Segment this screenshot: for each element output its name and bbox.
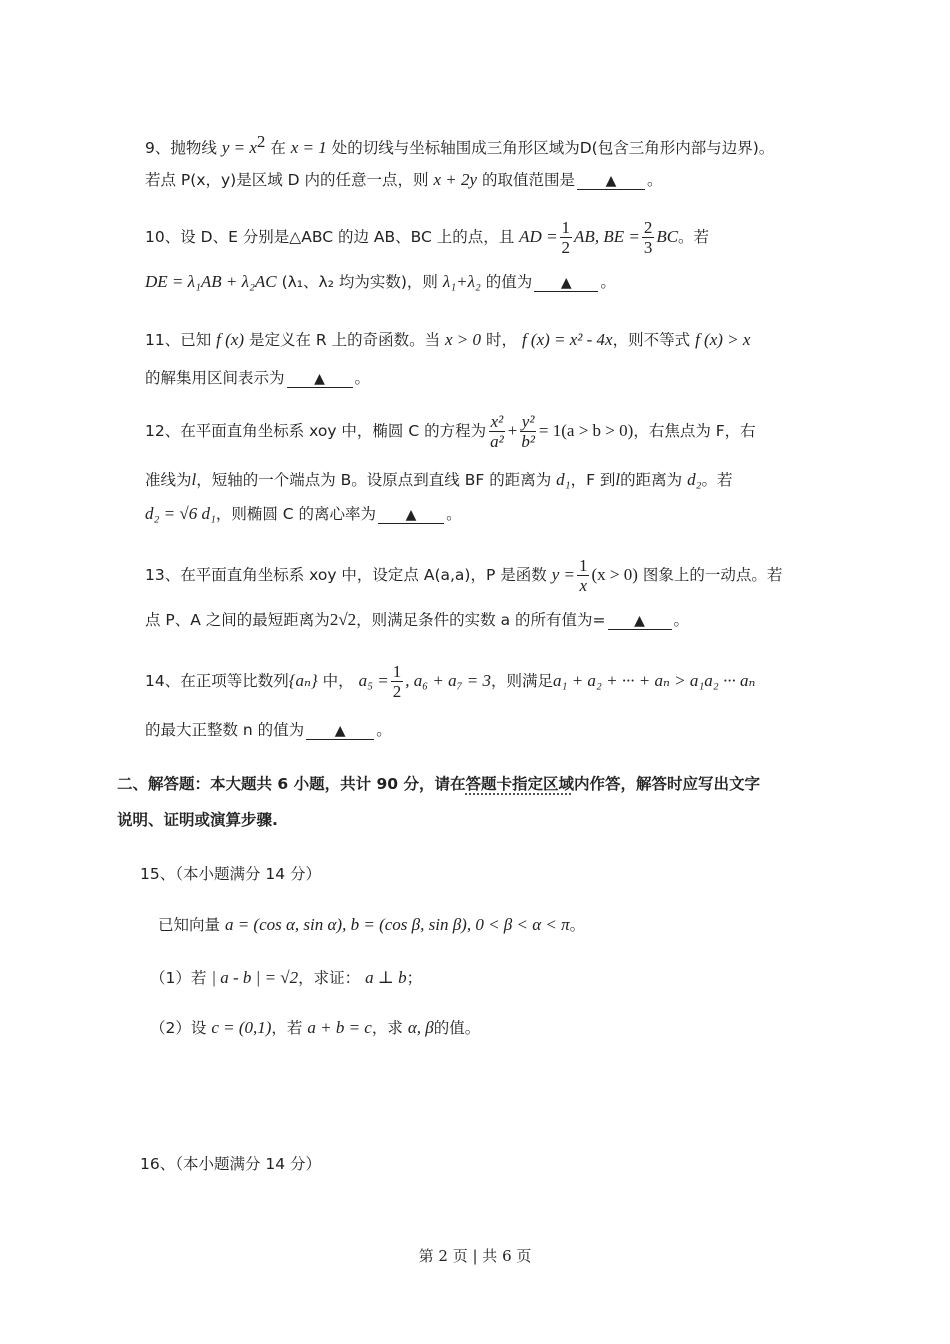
q12-line3	[145, 502, 462, 524]
q11-text3: 时，	[485, 331, 517, 349]
section2-line2: 说明、证明或演算步骤.	[117, 811, 278, 829]
q9-eq1: y = x	[221, 138, 257, 158]
q12-eq: = 1(a > b > 0)	[538, 421, 634, 440]
q16-title: 16、（本小题满分 14 分）	[140, 1155, 322, 1173]
q11-cond: x > 0	[445, 330, 482, 349]
q11-line2-text: 的解集用区间表示为	[145, 369, 285, 387]
q10-sum: λ₁+λ₂	[442, 272, 481, 291]
page-footer: 第 2 页 | 共 6 页	[418, 1247, 532, 1265]
q14-line2-text: 的最大正整数 n 的值为	[145, 721, 305, 739]
q12-line3-text: ，则椭圆 C 的离心率为	[215, 505, 377, 523]
q12-line2c: ，F 到	[570, 471, 616, 489]
q13-text: 13、在平面直角坐标系 xoy 中，设定点 A(a,a)，P 是函数	[145, 566, 547, 584]
q13-line2b: ，则满足条件的实数 a 的所有值为=	[356, 611, 606, 629]
q15-p2f: 的值。	[433, 1019, 481, 1037]
q10-tail: 的值为	[485, 273, 533, 291]
q13-line2	[145, 608, 689, 630]
q10-line2	[145, 270, 616, 292]
q12-line2	[145, 468, 733, 490]
q15-p1eq: | a - b | = √2	[211, 968, 299, 987]
q15-vectors: a = (cos α, sin α), b = (cos β, sin β), 0 < β < α < π	[224, 915, 570, 934]
q9-line2-text-b: 的取值范围是	[481, 171, 575, 189]
q15-part1	[150, 966, 422, 988]
q14-text: 14、在正项等比数列	[145, 672, 289, 690]
q12-l2: l	[615, 470, 621, 489]
q15-title: 15、（本小题满分 14 分）	[140, 865, 322, 883]
q13-cond: (x > 0)	[591, 565, 638, 584]
q10-de: DE = λ₁AB + λ₂AC	[145, 272, 277, 291]
q15-p2b: ，若	[271, 1019, 303, 1037]
q12-l: l	[191, 470, 197, 489]
q15-p1d: ；	[406, 969, 423, 987]
q12-line1	[145, 412, 756, 451]
q15-p2eq: c = (0,1)	[211, 1018, 272, 1037]
q12-line2a: 准线为	[145, 471, 192, 489]
q10-line1	[145, 218, 709, 257]
q14-seq: {aₙ}	[288, 671, 318, 690]
q9-line2-text: 若点 P(x，y)是区域 D 内的任意一点，则	[145, 171, 429, 189]
q14-line2	[145, 718, 392, 740]
q15-given-text: 已知向量	[158, 916, 221, 934]
q13-line2a: 点 P、A 之间的最短距离为	[145, 611, 330, 629]
q12-fracy: $\frac{\text{y²}}{\text{b²}}$	[521, 412, 535, 451]
q10-answer-blank[interactable]: ▲	[534, 275, 598, 292]
q10-text: 10、设 D、E 分别是△ABC 的边 AB、BC 上的点，且	[145, 228, 515, 246]
q13-y: y =	[551, 565, 575, 584]
q15-p2c: a + b = c	[307, 1018, 372, 1037]
q14-text3: ，则满足	[491, 672, 554, 690]
q11-text4: ，则不等式	[612, 331, 691, 349]
q10-frac1: $\frac{1}{2}$	[561, 218, 571, 257]
q14-answer-blank[interactable]: ▲	[306, 723, 374, 740]
section2-line1c: 内作答，解答时应写出文字	[573, 775, 760, 793]
q12-fracx: $\frac{\text{x²}}{\text{a²}}$	[490, 412, 504, 451]
q9-eq2: x = 1	[290, 138, 327, 158]
section2-emphasis: 答题卡指定区域	[465, 775, 574, 793]
q15-p2e: α, β	[407, 1018, 434, 1037]
q14-ineq: a₁ + a₂ + ··· + aₙ > a₁a₂ ··· aₙ	[553, 671, 756, 690]
q13-line1	[145, 556, 782, 595]
q9-expr: x + 2y	[433, 170, 478, 189]
q12-line2e: 。若	[701, 471, 733, 489]
q14-frac: $\frac{1}{2}$	[392, 662, 402, 701]
q12-d2: d₂	[687, 470, 702, 489]
q15-p2d: ，求	[371, 1019, 403, 1037]
q10-ab: AB, BE =	[574, 227, 640, 246]
q11-line2	[145, 366, 370, 388]
q11-ineq: f (x) > x	[695, 330, 751, 349]
q15-given	[158, 913, 585, 935]
q15-p2a: （2）设	[150, 1019, 207, 1037]
q9-text2: 在	[270, 139, 286, 158]
q14-a5: a₅ =	[358, 671, 389, 690]
section2-heading	[117, 772, 760, 794]
q10-paren: (λ₁、λ₂ 均为实数)，则	[281, 273, 438, 291]
q12-line2d: 的距离为	[620, 471, 683, 489]
q13-text2: 图象上的一动点。若	[642, 566, 783, 584]
q9-text3: 处的切线与坐标轴围成三角形区域为D(包含三角形内部与边界)。	[331, 139, 775, 158]
q11-end: 。	[354, 369, 371, 387]
q11-fx: f (x)	[216, 330, 245, 349]
q12-d1: d₁	[556, 470, 571, 489]
q13-end: 。	[673, 611, 690, 629]
q9-line1: 9、抛物线 $y = x^2$ 在 x = 1 处的切线与坐标轴围成三角形区域为D(包含三角形内部与边界)。	[145, 132, 775, 158]
q14-line1	[145, 662, 755, 701]
q12-text: 12、在平面直角坐标系 xoy 中，椭圆 C 的方程为	[145, 422, 487, 440]
q12-line2b: ，短轴的一个端点为 B。设原点到直线 BF 的距离为	[196, 471, 552, 489]
q12-plus: +	[507, 421, 518, 440]
q10-text2: 。若	[678, 228, 710, 246]
q14-rest: , a₆ + a₇ = 3	[405, 671, 492, 690]
q11-answer-blank[interactable]: ▲	[287, 371, 353, 388]
q10-ad: AD =	[519, 227, 558, 246]
q12-text2: ，右焦点为 F，右	[633, 422, 756, 440]
q10-end: 。	[600, 273, 616, 291]
q9-line2	[145, 168, 662, 190]
q15-p1b: ，求证：	[298, 969, 361, 987]
q12-line3eq: d₂ = √6 d₁	[145, 504, 216, 523]
q9-end: 。	[646, 171, 663, 189]
q13-answer-blank[interactable]: ▲	[608, 613, 672, 630]
q11-line1	[145, 328, 750, 350]
q12-answer-blank[interactable]: ▲	[378, 507, 444, 524]
q11-text: 11、已知	[145, 331, 212, 349]
q11-text2: 是定义在 R 上的奇函数。当	[248, 331, 441, 349]
q15-p1a: （1）若	[150, 969, 207, 987]
q15-p1c: a ⊥ b	[365, 968, 407, 987]
q15-end: 。	[569, 916, 586, 934]
q13-dist: 2√2	[329, 610, 357, 629]
q10-bc: BC	[656, 227, 679, 246]
q13-frac: $\frac{1}{x}$	[578, 556, 588, 595]
q9-answer-blank[interactable]: ▲	[577, 173, 645, 190]
q14-text2: 中，	[322, 672, 354, 690]
section2-line1a: 二、解答题：本大题共 6 小题，共计 90 分，请在	[117, 775, 466, 793]
q12-end: 。	[446, 505, 462, 523]
q10-frac2: $\frac{2}{3}$	[643, 218, 653, 257]
q9-text: 9、抛物线	[145, 139, 217, 158]
q11-def: f (x) = x² - 4x	[521, 330, 613, 349]
q14-end: 。	[376, 721, 392, 739]
q15-part2	[150, 1016, 480, 1038]
